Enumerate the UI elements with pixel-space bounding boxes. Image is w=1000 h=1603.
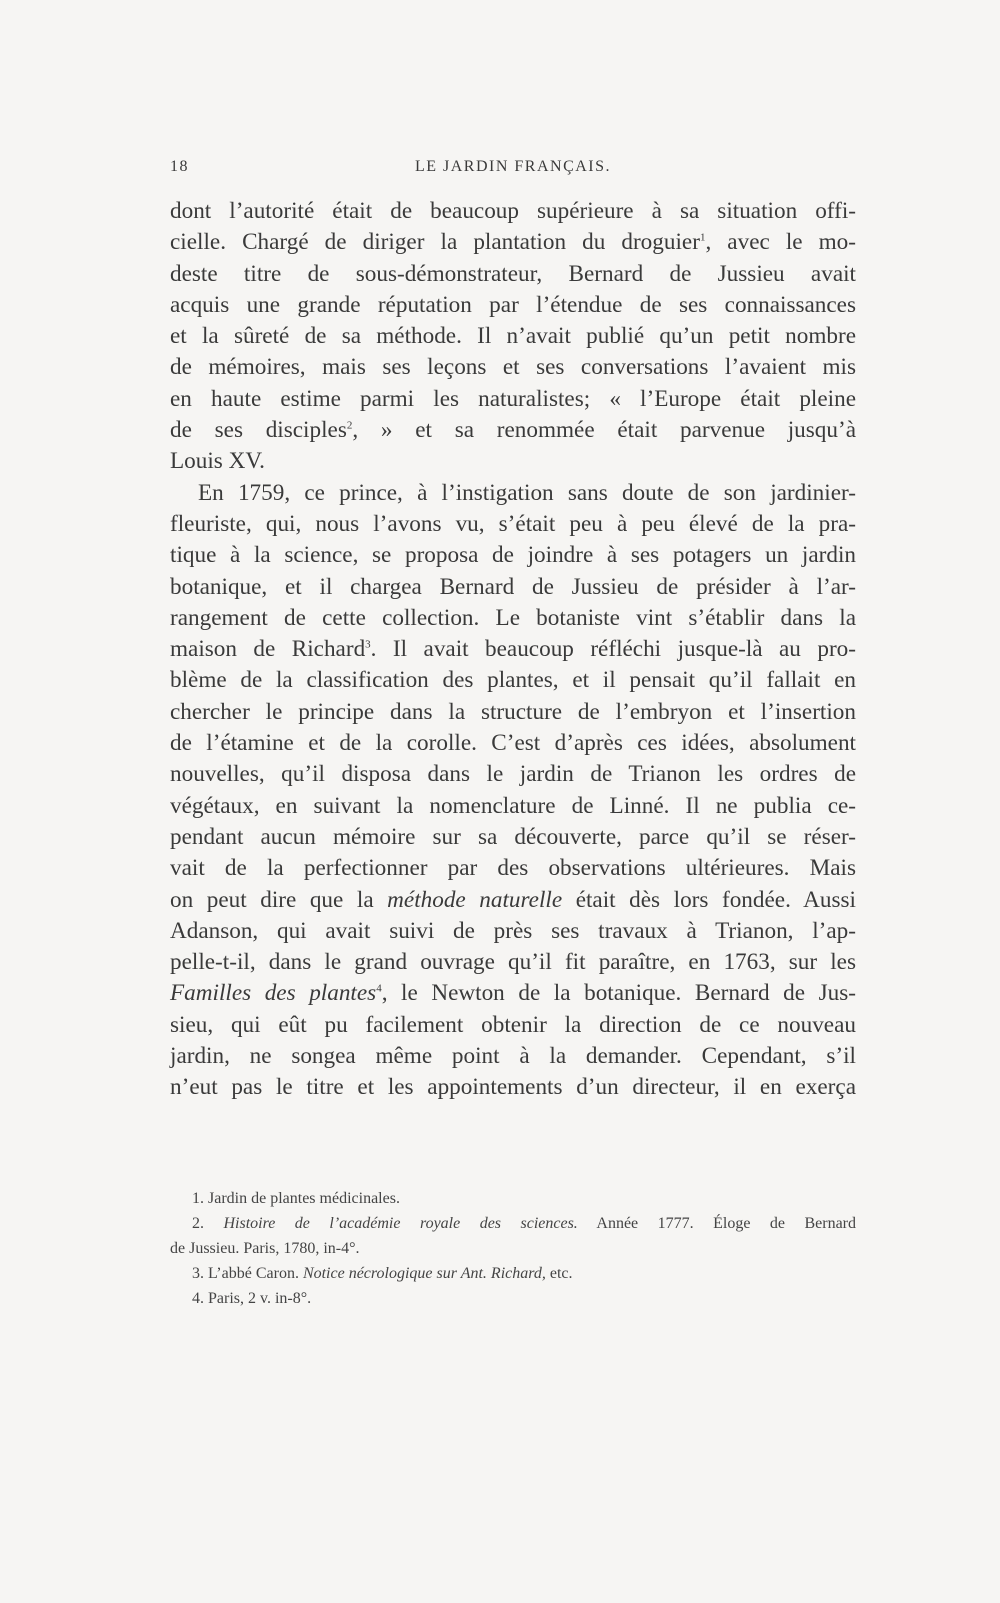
text-line: En 1759, ce prince, à l’instigation sans doute de son jardinier-: [198, 479, 856, 506]
text-line: dont l’autorité était de beaucoup supérieure à sa situation offi-: [170, 198, 856, 224]
text-line: pelle-t-il, dans le grand ouvrage qu’il fit paraître, en 1763, sur les: [170, 949, 856, 976]
footnote-1: 1. Jardin de plantes médicinales.: [192, 1190, 400, 1207]
text-line: rangement de cette collection. Le botaniste vint s’établir dans la: [170, 604, 856, 631]
text-line: maison de Richard$^3$. Il avait beaucoup réfléchi jusque-là au pro-: [170, 636, 856, 663]
text-line: nouvelles, qu’il disposa dans le jardin de Trianon les ordres de: [170, 761, 856, 788]
footnote-ref: 3: [365, 638, 371, 651]
text-line: vait de la perfectionner par des observations ultérieures. Mais: [170, 855, 856, 882]
text-line: pendant aucun mémoire sur sa découverte, parce qu’il se réser-: [170, 823, 856, 850]
text-line: blème de la classification des plantes, et il pensait qu’il fallait en: [170, 667, 856, 694]
text-line: botanique, et il chargea Bernard de Jussieu de présider à l’ar-: [170, 573, 856, 600]
paragraph-1: [170, 196, 856, 478]
footnote-3: 3. L’abbé Caron. Notice nécrologique sur Ant. Richard, etc.: [192, 1265, 573, 1282]
text-line: Louis XV.: [170, 448, 265, 475]
emphasis: Familles des plantes: [170, 980, 377, 1007]
footnote-2: 2. Histoire de l’académie royale des sciences. Année 1777. Éloge de Bernard de Jussieu. Paris, 1780, in-4°.: [170, 1215, 857, 1257]
running-head: [170, 158, 856, 182]
text-line: Familles des plantes$^4$, le Newton de la botanique. Bernard de Jus-: [170, 980, 856, 1007]
text-line: et la sûreté de sa méthode. Il n’avait publié qu’un petit nombre: [170, 323, 856, 350]
main-text: [170, 196, 856, 1104]
text-line: de mémoires, mais ses leçons et ses conversations l’avaient mis: [170, 354, 856, 381]
footnote-4: 4. Paris, 2 v. in-8°.: [192, 1290, 312, 1307]
footnotes: [170, 1186, 856, 1311]
page-number: 18: [170, 158, 189, 175]
footnote-ref: 1: [699, 231, 706, 244]
text-line: Adanson, qui avait suivi de près ses travaux à Trianon, l’ap-: [170, 917, 856, 944]
text-line: n’eut pas le titre et les appointements d’un directeur, il en exerça: [170, 1074, 856, 1101]
emphasis: méthode naturelle: [387, 886, 563, 913]
text-line: jardin, ne songea même point à la demander. Cependant, s’il: [170, 1043, 856, 1070]
text-line: cielle. Chargé de diriger la plantation du droguier$^1$, avec le mo-: [170, 229, 856, 256]
paragraph-2: [170, 478, 856, 1104]
footnote-ref: 4: [376, 982, 382, 995]
text-line: de l’étamine et de la corolle. C’est d’après ces idées, absolument: [170, 730, 856, 757]
text-line: végétaux, en suivant la nomenclature de Linné. Il ne publia ce-: [170, 792, 856, 819]
text-line: de ses disciples$^2$, » et sa renommée était parvenue jusqu’à: [170, 417, 856, 444]
text-line: acquis une grande réputation par l’étendue de ses connaissances: [170, 291, 856, 318]
footnote-ref: 2: [346, 419, 353, 432]
running-title: LE JARDIN FRANÇAIS.: [414, 158, 612, 175]
text-line: sieu, qui eût pu facilement obtenir la direction de ce nouveau: [170, 1011, 856, 1038]
text-line: tique à la science, se proposa de joindre à ses potagers un jardin: [170, 542, 856, 569]
text-line: fleuriste, qui, nous l’avons vu, s’était peu à peu élevé de la pra-: [170, 510, 856, 537]
text-line: en haute estime parmi les naturalistes; « l’Europe était pleine: [170, 385, 856, 412]
text-line: chercher le principe dans la structure de l’embryon et l’insertion: [170, 698, 856, 725]
text-line: on peut dire que la méthode naturelle était dès lors fondée. Aussi: [170, 886, 856, 913]
text-line: deste titre de sous-démonstrateur, Bernard de Jussieu avait: [170, 260, 856, 287]
